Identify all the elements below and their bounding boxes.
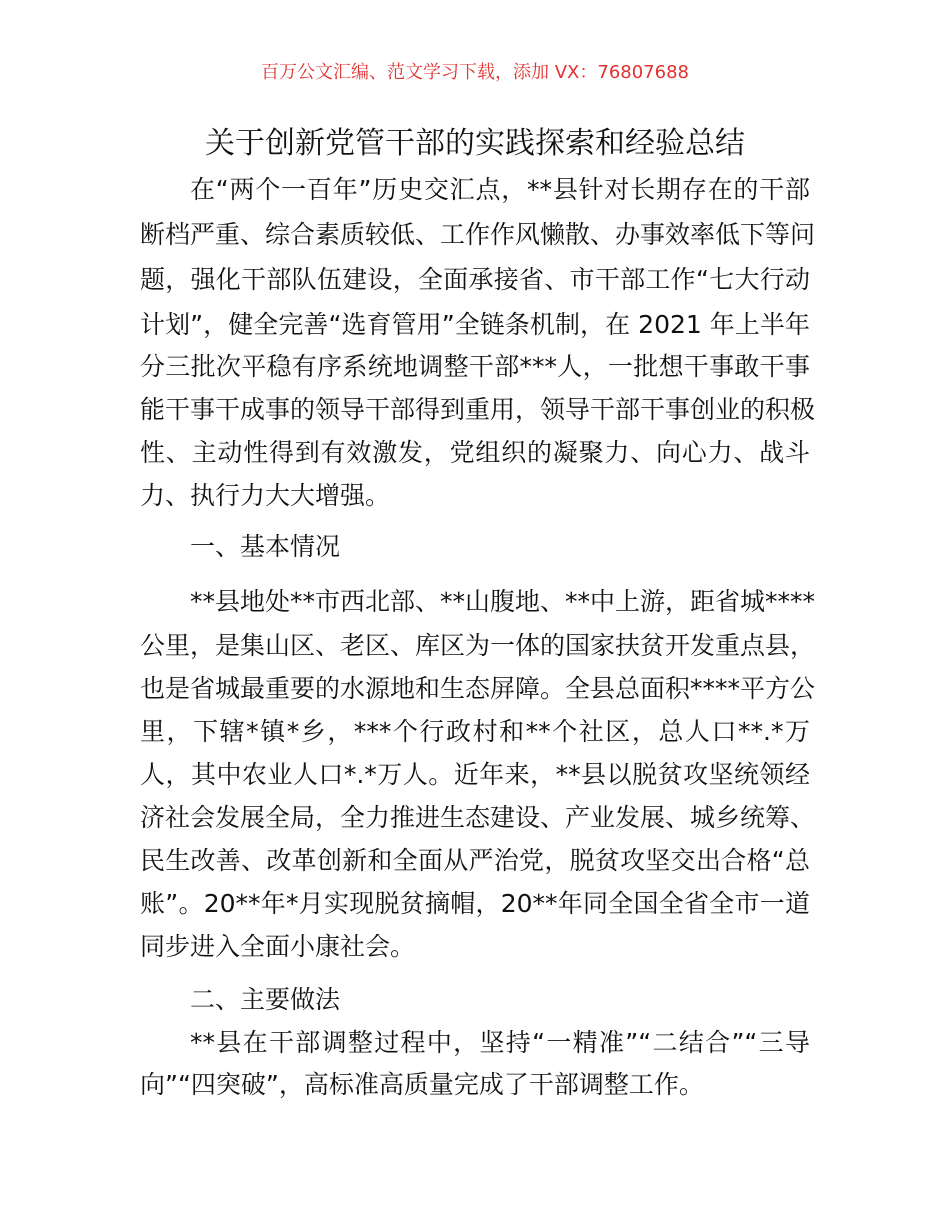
document-title: 关于创新党管干部的实践探索和经验总结 [205, 126, 745, 161]
section-heading: 二、主要做法 [190, 985, 341, 1014]
paragraph-line: **县地处**市西北部、**山腹地、**中上游，距省城**** [190, 587, 816, 616]
paragraph-line: 民生改善、改革创新和全面从严治党，脱贫攻坚交出合格“总 [140, 846, 810, 875]
paragraph-line: 同步进入全面小康社会。 [140, 932, 416, 961]
paragraph-line: **县在干部调整过程中，坚持“一精准”“二结合”“三导 [190, 1028, 810, 1057]
paragraph-line: 性、主动性得到有效激发，党组织的凝聚力、向心力、战斗 [140, 438, 810, 467]
paragraph-line: 人，其中农业人口*.*万人。近年来，**县以脱贫攻坚统领经 [140, 760, 810, 789]
paragraph-line: 断档严重、综合素质较低、工作作风懒散、办事效率低下等问 [140, 220, 816, 249]
paragraph-line: 向”“四突破”，高标准高质量完成了干部调整工作。 [140, 1070, 704, 1099]
paragraph-line: 公里，是集山区、老区、库区为一体的国家扶贫开发重点县， [140, 631, 816, 660]
paragraph-line: 里，下辖*镇*乡，***个行政村和**个社区，总人口**.*万 [140, 717, 810, 746]
paragraph-line: 力、执行力大大增强。 [140, 481, 391, 510]
paragraph-line: 账”。20**年*月实现脱贫摘帽，20**年同全国全省全市一道 [140, 889, 810, 918]
section-heading: 一、基本情况 [190, 532, 341, 561]
paragraph-line: 计划”，健全完善“选育管用”全链条机制，在 2021 年上半年 [140, 310, 810, 339]
paragraph-line: 在“两个一百年”历史交汇点，**县针对长期存在的干部 [190, 175, 810, 204]
paragraph-line: 题，强化干部队伍建设，全面承接省、市干部工作“七大行动 [140, 265, 810, 294]
paragraph-line: 也是省城最重要的水源地和生态屏障。全县总面积****平方公 [140, 674, 816, 703]
paragraph-line: 济社会发展全局，全力推进生态建设、产业发展、城乡统筹、 [140, 803, 816, 832]
paragraph-line: 能干事干成事的领导干部得到重用，领导干部干事创业的积极 [140, 395, 816, 424]
watermark-banner: 百万公文汇编、范文学习下载，添加 VX：76807688 [261, 62, 689, 83]
paragraph-line: 分三批次平稳有序系统地调整干部***人，一批想干事敢干事 [140, 352, 810, 381]
